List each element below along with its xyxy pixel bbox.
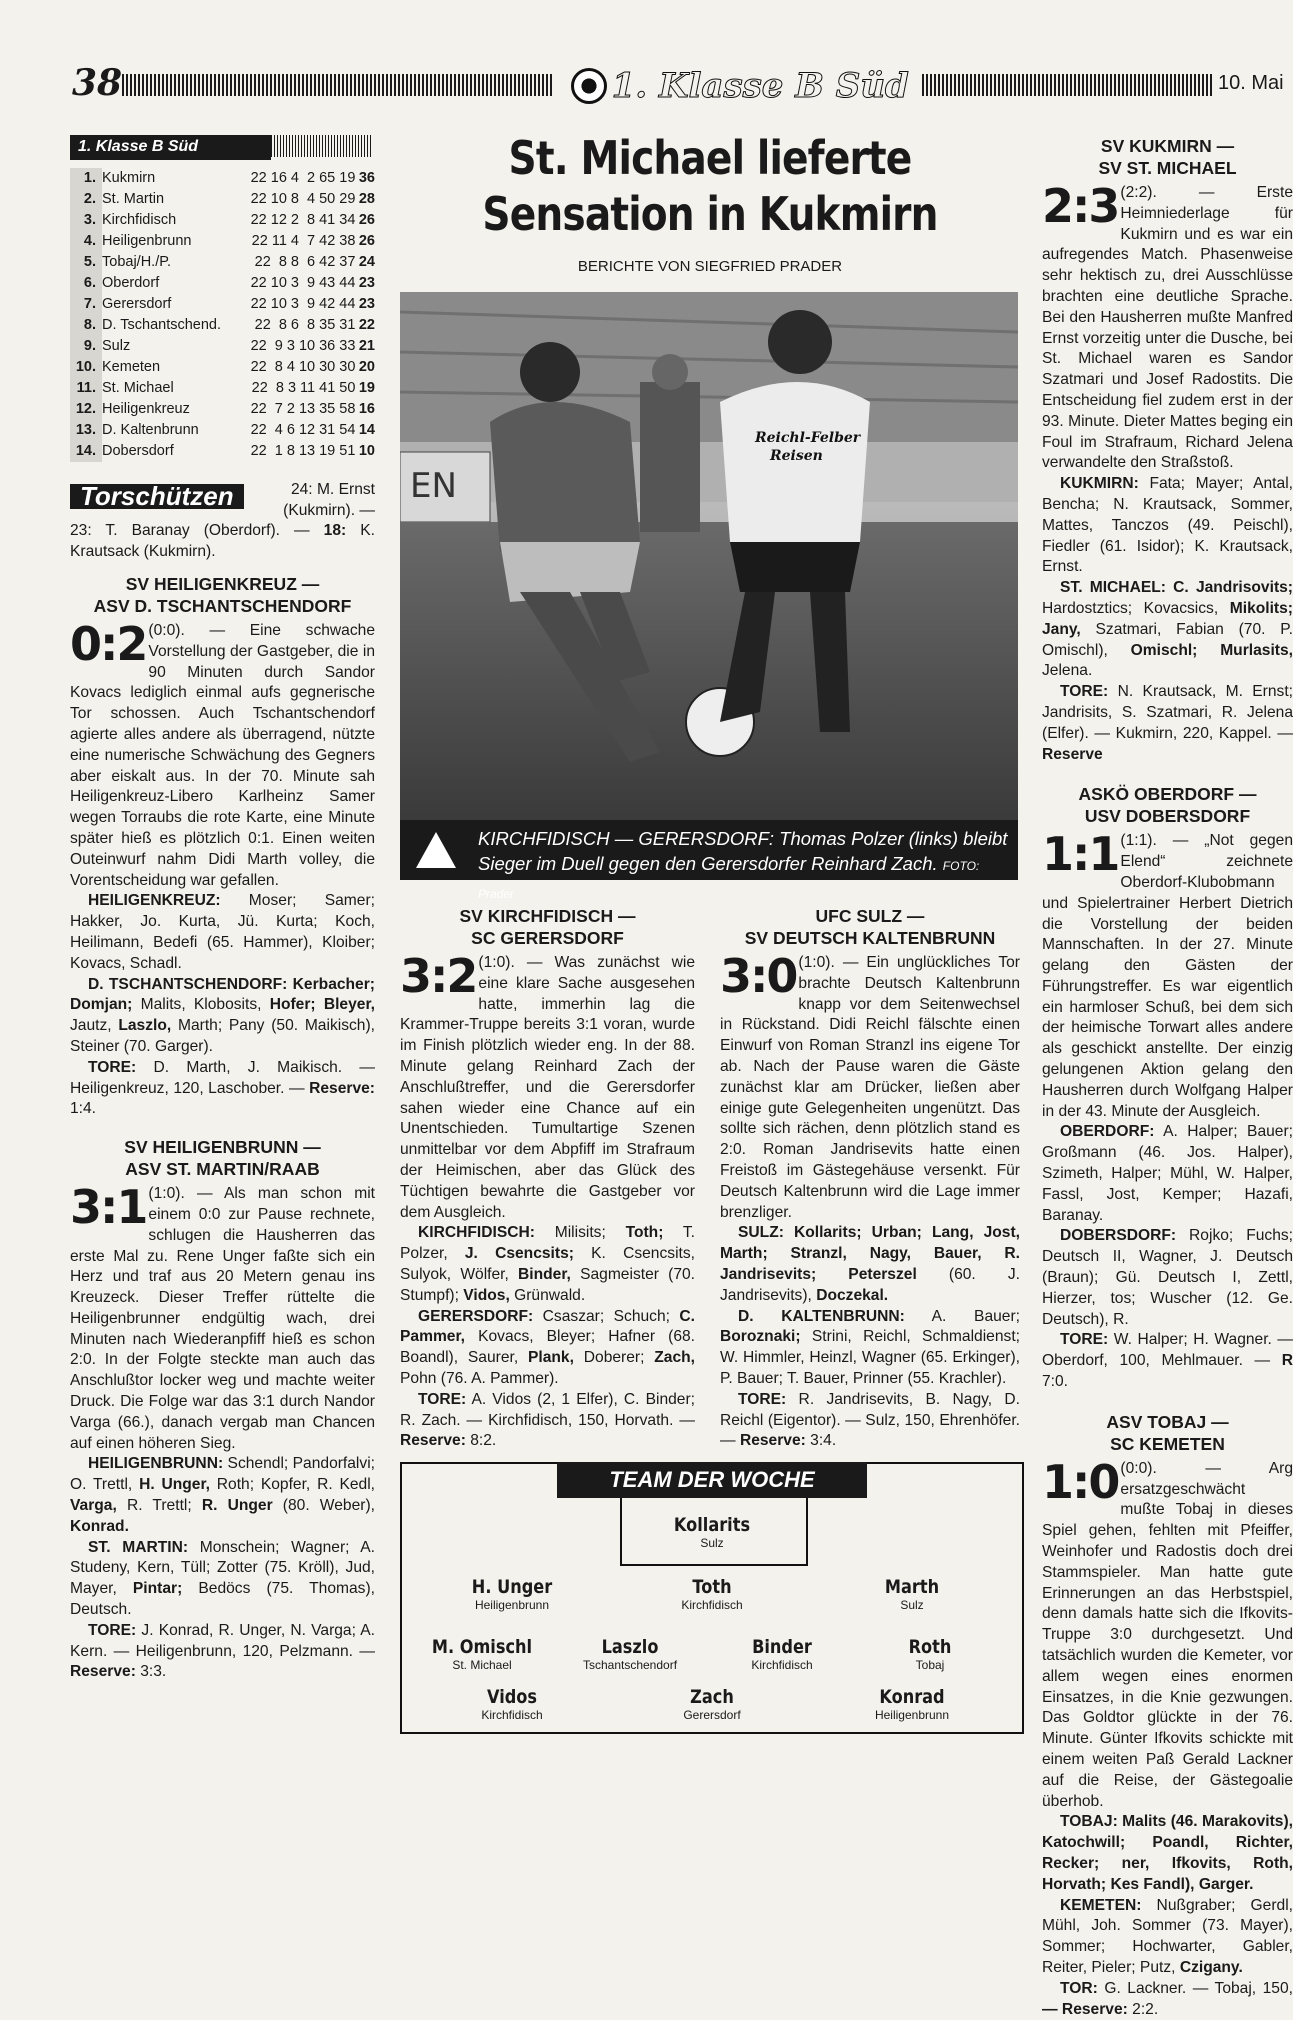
match-kirchfidisch xyxy=(400,905,695,1452)
lineup-text: J. Csencsits; xyxy=(464,1245,574,1263)
standings-points: 16 xyxy=(358,400,375,417)
lineup-label: D. KALTENBRUNN: xyxy=(738,1307,905,1325)
standings-rank: 9. xyxy=(70,336,102,357)
standings-points: 26 xyxy=(358,232,375,249)
standings-row xyxy=(70,357,375,378)
player-club: Heiligenbrunn xyxy=(474,1598,550,1612)
reserve-label: Reserve: xyxy=(400,1432,466,1450)
standings-team: Sulz xyxy=(102,337,131,354)
standings-title-rule xyxy=(271,135,371,157)
match-heiligenbrunn xyxy=(70,1136,375,1683)
lineup-text: Binder, xyxy=(518,1265,571,1283)
reserve-score: 8:2. xyxy=(465,1432,497,1450)
reserve-label: Reserve xyxy=(1042,745,1103,763)
match-kirchfidisch-team-1: SV KIRCHFIDISCH — xyxy=(459,906,636,926)
lineup-text: Fata; Mayer; Antal, Bencha; N. Krautsack, Sommer, Mattes, Tanczos (49. Peischl), Fiedler (61. Isidor); K. Krautsack, Ernst. xyxy=(1042,475,1293,576)
lineup-label: GERERSDORF: xyxy=(418,1307,534,1325)
headline-line-1: St. Michael lieferte xyxy=(508,131,912,185)
standings-team: Kukmirn xyxy=(102,169,156,186)
player-card xyxy=(632,1686,792,1722)
standings-points: 10 xyxy=(358,442,375,459)
match-kirchfidisch-team-2: SC GERERSDORF xyxy=(471,928,624,948)
lineup-text: R. Trettl; xyxy=(116,1497,202,1515)
standings-row xyxy=(70,168,375,189)
match-heiligenkreuz-report: (0:0). — Eine schwache Vorstellung der Gastgeber, die in 90 Minuten durch Sandor Kovacs lediglich einmal aufs gegnerische Tor schossen. Auch Tschantschendorf agierte alles andere als überragend, nützte eine numerische Schwächung des Gegners aber eiskalt aus. In der 70. Minute sah Heiligenkreuz-Libero Karlheinz Samer wegen Torraubs die rote Karte, eine Minute später hieß es plötzlich 0:1. Einen weiten Outeinwurf nahm Didi Marth volley, die Vorentscheidung war gefallen. xyxy=(70,621,375,889)
standings-stats: 22 10 3 9 43 44 xyxy=(250,274,356,291)
standings-stats: 22 11 4 7 42 38 xyxy=(251,232,356,249)
standings-stats: 22 4 6 12 31 54 xyxy=(250,421,356,438)
standings-stats: 22 1 8 13 19 51 xyxy=(250,442,356,459)
standings-team: Dobersdorf xyxy=(102,442,174,459)
player-club: Sulz xyxy=(900,1598,924,1612)
match-oberdorf-team-1: ASKÖ OBERDORF — xyxy=(1078,784,1257,805)
match-heiligenkreuz-team-1: SV HEILIGENKREUZ — xyxy=(125,573,320,594)
match-oberdorf xyxy=(1042,783,1293,1393)
lineup-text: Doczekal. xyxy=(816,1286,889,1304)
lineup-text: Doberer; xyxy=(573,1349,655,1367)
match-kirchfidisch-score: 3:2 xyxy=(400,949,477,1003)
standings-team: St. Michael xyxy=(102,379,174,396)
scorers-text-3: K. Krautsack (Kukmirn). xyxy=(70,522,375,561)
player-card xyxy=(550,1636,710,1672)
lineup-text: Vidos, xyxy=(463,1286,510,1304)
lineup-text: (80. Weber), xyxy=(272,1497,375,1515)
standings-rank: 6. xyxy=(70,273,102,294)
standings-rank: 4. xyxy=(70,231,102,252)
standings-stats: 22 8 8 6 42 37 xyxy=(254,253,356,270)
standings-points: 20 xyxy=(358,358,375,375)
scorers-text-2: 23: T. Baranay (Oberdorf). — xyxy=(70,522,324,540)
standings-points: 22 xyxy=(358,316,375,333)
player-club: Tobaj xyxy=(915,1658,945,1672)
standings-points: 23 xyxy=(358,295,375,312)
player-card xyxy=(832,1686,992,1722)
caption-text: KIRCHFIDISCH — GERERSDORF: Thomas Polzer (links) bleibt Sieger im Duell gegen den Gerersdorfer Reinhard Zach. xyxy=(478,828,1008,874)
scorers-label: Torschützen xyxy=(70,484,244,509)
player-name: M. Omischl xyxy=(431,1636,533,1658)
standings-row xyxy=(70,273,375,294)
player-name: Toth xyxy=(692,1576,732,1598)
lineup-text: Schendl; Pandorfalvi; O. Trettl, xyxy=(70,1455,375,1494)
match-tobaj xyxy=(1042,1411,1293,2020)
match-sulz-score: 3:0 xyxy=(720,949,797,1003)
headline xyxy=(447,130,974,242)
lineup-label: HEILIGENKREUZ: xyxy=(88,892,221,910)
standings-row xyxy=(70,231,375,252)
standings-rank: 7. xyxy=(70,294,102,315)
match-tobaj-team-2: SC KEMETEN xyxy=(1110,1433,1225,1454)
standings-team: Kemeten xyxy=(102,358,161,375)
lineup-label: DOBERSDORF: xyxy=(1060,1227,1177,1245)
match-heiligenbrunn-report: (1:0). — Als man schon mit einem 0:0 zur Pause rechnete, schlugen die Hausherren das erste Mal zu. Rene Unger faßte sich ein Herz und traf aus 20 Metern genau ins Kreuzeck. Dieser Treffer rüttelte die Heiligenbrunner endgültig wach, drei Minuten nach Wiederanpfiff hieß es schon 2:0. In der Folgte steckte man auch das Anschlußtor locker weg und machte weiter Druck. Die Folge war das 3:1 durch Nandor Varga (66.), danach vergab man Chancen auf einen höheren Sieg. xyxy=(70,1185,375,1452)
match-oberdorf-report: (1:1). — „Not gegen Elend“ zeichnete Oberdorf-Klubobmann und Spielertrainer Herbert Dietrich die Vorstellung der beiden Mannschaften. In der 27. Minute gelang den Gästen der Führungstreffer. Es war eigentlich ein harmloser Schuß, bei dem sich der heimische Torwart alles andere als geschickt anstellte. Der einzig gelungenen Aktion gelang den Hausherren durch Wolfgang Halper in der 43. Minute der Ausgleich. xyxy=(1042,832,1293,1120)
standings-stats: 22 7 2 13 35 58 xyxy=(250,400,356,417)
reserve-score: 1:4. xyxy=(70,1100,97,1118)
standings-row xyxy=(70,210,375,231)
lineup-text: Boroznaki; xyxy=(720,1328,801,1346)
reserve-score: 2:2. xyxy=(1127,2000,1159,2018)
goals-text: N. Krautsack, M. Ernst; Jandrisits, S. Szatmari, R. Jelena (Elfer). — Kukmirn, 220, Kappel. — xyxy=(1042,683,1293,742)
team-der-woche xyxy=(400,1462,1024,1734)
goals-label: TOR: xyxy=(1060,1979,1098,1997)
player-club: Tschantschendorf xyxy=(582,1658,678,1672)
player-name: H. Unger xyxy=(471,1576,553,1598)
player-card xyxy=(832,1576,992,1612)
player-club: St. Michael xyxy=(452,1658,512,1672)
lineup-label: D. TSCHANTSCHENDORF: Kerbacher; Domjan; xyxy=(70,975,375,1014)
match-kirchfidisch-report: (1:0). — Was zunächst wie eine klare Sache ausgesehen hatte, immerhin lag die Krammer-Truppe bereits 3:1 voran, wurde im Finish plötzlich wieder eng. In der 88. Minute gelang Reinhard Zach der Anschlußtreffer, und die Gerersdorfer sahen wieder eine Chance auf ein Unentschieden. Tumultartige Szenen unmittelbar vor dem Abpfiff im Strafraum der Heimischen, aber das Glück des Tüchtigen bewahrte die Gastgeber vor dem Ausgleich. xyxy=(400,954,695,1221)
match-kukmirn-team-2: SV ST. MICHAEL xyxy=(1098,158,1237,178)
lineup-text: H. Unger, xyxy=(139,1476,210,1494)
player-name: Zach xyxy=(690,1686,734,1708)
player-club: Kirchfidisch xyxy=(681,1598,743,1612)
player-name: Marth xyxy=(884,1576,940,1598)
header-rule-left xyxy=(122,74,554,96)
standings-points: 24 xyxy=(358,253,375,270)
match-kukmirn xyxy=(1042,135,1293,765)
standings-rank: 8. xyxy=(70,315,102,336)
standings-block xyxy=(70,135,375,462)
lineup-text: Varga, xyxy=(70,1497,117,1515)
standings-row xyxy=(70,252,375,273)
lineup-text: Csaszar; Schuch; xyxy=(533,1307,680,1325)
lineup-text: Roth; Kopfer, R. Kedl, xyxy=(209,1476,376,1494)
match-kukmirn-score: 2:3 xyxy=(1042,179,1119,233)
lineup-label: TOBAJ: Malits (46. Marakovits), Katochwill; Poandl, Richter, Recker; ner, Ifkovits, Roth, Horvath; Kes Fandl), Garger. xyxy=(1042,1813,1293,1893)
photo-illustration xyxy=(400,292,1018,822)
lineup-text: T. Polzer, xyxy=(400,1224,695,1263)
lineup-text: Plank, xyxy=(528,1349,574,1367)
match-oberdorf-team-2: USV DOBERSDORF xyxy=(1084,806,1251,827)
standings-row xyxy=(70,189,375,210)
issue-date: 10. Mai xyxy=(1218,72,1284,94)
standings-rank: 3. xyxy=(70,210,102,231)
lineup-text: Strini, Reichl, Schmaldienst; W. Himmler, Heinzl, Wagner (65. Erkinger), P. Bauer; T. Bauer, Prinner (55. Krachler). xyxy=(720,1328,1020,1387)
player-card xyxy=(432,1576,592,1612)
standings-stats: 22 8 3 11 41 50 xyxy=(251,379,356,396)
lineup-label: OBERDORF: xyxy=(1060,1123,1155,1141)
player-club: Sulz xyxy=(700,1536,724,1550)
lineup-text: Monschein; Wagner; A. Studeny, Kern, Tüll; Zotter (75. Kröll), Jud, Mayer, xyxy=(70,1538,376,1598)
lineup-text: Omischl; Murlasits, xyxy=(1130,641,1293,659)
match-heiligenbrunn-team-2: ASV ST. MARTIN/RAAB xyxy=(125,1159,320,1180)
left-column xyxy=(70,135,375,1683)
match-heiligenkreuz-score: 0:2 xyxy=(70,616,147,671)
match-heiligenbrunn-score: 3:1 xyxy=(70,1180,147,1235)
lineup-text: (60. J. Jandrisevits), xyxy=(720,1265,1020,1304)
standings-rank: 11. xyxy=(70,378,102,399)
standings-row xyxy=(70,378,375,399)
lineup-label: SULZ: Kollarits; Urban; Lang, Jost, Marth; Stranzl, Nagy, Bauer, R. Jandrisevits; Peterszel xyxy=(720,1224,1020,1283)
standings-table xyxy=(70,168,375,462)
standings-rank: 10. xyxy=(70,357,102,378)
photo-credit: FOTO: Prader xyxy=(478,859,980,901)
standings-team: Gerersdorf xyxy=(102,295,172,312)
lineup-label: ST. MICHAEL: C. Jandrisovits; xyxy=(1060,579,1293,597)
standings-team: Oberdorf xyxy=(102,274,160,291)
match-sulz xyxy=(720,905,1020,1452)
byline: BERICHTE VON SIEGFRIED PRADER xyxy=(577,258,843,275)
standings-row xyxy=(70,441,375,462)
player-name: Vidos xyxy=(486,1686,538,1708)
lineup-text: Milisits; xyxy=(534,1224,626,1242)
standings-points: 23 xyxy=(358,274,375,291)
standings-team: D. Tschantschend. xyxy=(102,316,222,333)
lineup-text: Grünwald. xyxy=(509,1286,586,1304)
standings-team: Heiligenkreuz xyxy=(102,400,190,417)
page-number: 38 xyxy=(72,62,123,104)
player-name: Binder xyxy=(752,1636,812,1658)
match-sulz-report: (1:0). — Ein unglückliches Tor brachte Deutsch Kaltenbrunn knapp vor dem Seitenwechsel in Rückstand. Didi Reichl fälschte einen Einwurf von Roman Stranzl ins eigene Tor ab. Nach der Pause waren die Gäste zunächst klar am Drücker, ließen aber einige gute Gelegenheiten ungenützt. Das sollte sich rächen, denn plötzlich stand es 2:0. Roman Jandrisevits hatte einen Freistoß im Gästegehäuse versenkt. Für Deutsch Kaltenbrunn wird die Lage immer brenzliger. xyxy=(720,954,1020,1221)
headline-line-2: Sensation in Kukmirn xyxy=(482,187,938,241)
header-rule-right xyxy=(922,74,1212,96)
standings-points: 14 xyxy=(358,421,375,438)
player-card xyxy=(632,1576,792,1612)
standings-team: D. Kaltenbrunn xyxy=(102,421,199,438)
goals-text: G. Lackner. — Tobaj, 150, xyxy=(1097,1979,1293,1997)
player-name: Roth xyxy=(908,1636,952,1658)
standings-rank: 5. xyxy=(70,252,102,273)
match-kukmirn-report: (2:2). — Erste Heimniederlage für Kukmirn und es war ein aufregendes Match. Phasenweise sehr hektisch zu, drei Ausschlüsse brachten eine deutliche Sprache. Bei den Hausherren mußte Manfred Ernst vorzeitig unter die Dusche, bei St. Michael waren es Sandor Szatmari und Josef Radostits. Die Entscheidung fiel zudem erst in der 93. Minute. Dieter Mattes beging ein Foul im Strafraum, Richard Jelena verwandelte den Straßstoß. xyxy=(1042,184,1293,472)
standings-stats: 22 12 2 8 41 34 xyxy=(250,211,356,228)
lineup-label: KEMETEN: xyxy=(1060,1896,1142,1914)
reserve-label: — Reserve: xyxy=(1042,2000,1128,2018)
standings-points: 19 xyxy=(358,379,375,396)
goals-label: TORE: xyxy=(1060,683,1109,701)
standings-rank: 2. xyxy=(70,189,102,210)
lineup-text: Szatmari, Fabian (70. P. Omischl), xyxy=(1042,620,1293,659)
match-photo xyxy=(400,292,1018,880)
lineup-text: Marth; Pany (50. Maikisch), Steiner (70. Garger). xyxy=(70,1017,375,1055)
match-heiligenbrunn-team-1: SV HEILIGENBRUNN — xyxy=(124,1137,321,1158)
lineup-text: Pohn (76. A. Pammer). xyxy=(400,1369,559,1387)
standings-rank: 1. xyxy=(70,168,102,189)
lineup-label: KIRCHFIDISCH: xyxy=(418,1224,535,1242)
reserve-score: 3:4. xyxy=(805,1432,837,1450)
goals-text: R. Jandrisevits, B. Nagy, D. Reichl (Eigentor). — Sulz, 150, Ehrenhöfer. — xyxy=(720,1390,1020,1450)
match-sulz-team-1: UFC SULZ — xyxy=(815,906,925,926)
scorers-text-1: 24: M. Ernst (Kukmirn). — xyxy=(283,480,375,519)
standings-stats: 22 10 3 9 42 44 xyxy=(250,295,356,312)
match-oberdorf-score: 1:1 xyxy=(1042,827,1119,882)
standings-points: 26 xyxy=(358,211,375,228)
lineup-text: Jelena. xyxy=(1042,662,1093,680)
player-club: Heiligenbrunn xyxy=(874,1708,950,1722)
standings-stats: 22 8 4 10 30 30 xyxy=(250,358,356,375)
lineup-text: Rojko; Fuchs; Deutsch II, Wagner, J. Deutsch (Braun); Gü. Deutsch I, Zettl, Hierzer, tos; Wuscher (12. Ge. Deutsch), R. xyxy=(1042,1227,1293,1328)
reserve-score: 3:3. xyxy=(135,1663,167,1681)
scorers-text-2b: 18: xyxy=(323,522,347,540)
player-card xyxy=(432,1686,592,1722)
player-club: Kirchfidisch xyxy=(751,1658,813,1672)
player-name: Kollarits xyxy=(673,1514,751,1536)
lineup-text: Moser; Samer; Hakker, Jo. Kurta, Jü. Kurta; Koch, Heilimann, Bedefi (65. Hammer), Kloiber; Kovacs, Schadl. xyxy=(70,892,375,972)
standings-row xyxy=(70,420,375,441)
lineup-label: HEILIGENBRUNN: xyxy=(88,1455,224,1473)
jersey-text-2: Reisen xyxy=(770,448,823,464)
standings-points: 36 xyxy=(358,169,375,186)
standings-row xyxy=(70,315,375,336)
player-club: Gerersdorf xyxy=(683,1708,741,1722)
match-tobaj-score: 1:0 xyxy=(1042,1454,1119,1509)
standings-team: St. Martin xyxy=(102,190,165,207)
standings-row xyxy=(70,294,375,315)
match-heiligenkreuz-team-2: ASV D. TSCHANTSCHENDORF xyxy=(93,595,352,616)
match-sulz-team-2: SV DEUTSCH KALTENBRUNN xyxy=(744,928,996,948)
match-heiligenkreuz xyxy=(70,573,375,1120)
lineup-text: Bedöcs (75. Thomas), Deutsch. xyxy=(70,1580,375,1619)
goals-label: TORE: xyxy=(88,1621,137,1639)
reserve-label: Reserve: xyxy=(739,1432,806,1450)
team-der-woche-title: TEAM DER WOCHE xyxy=(557,1462,867,1498)
lineup-text: Sagmeister (70. Stumpf); xyxy=(400,1265,695,1304)
lineup-text: Jautz, xyxy=(70,1017,119,1035)
lineup-text: C. Pammer, xyxy=(400,1307,695,1346)
standings-team: Kirchfidisch xyxy=(102,211,177,228)
reserve-score: 7:0. xyxy=(1042,1373,1069,1391)
standings-team: Tobaj/H./P. xyxy=(102,253,172,270)
standings-rank: 14. xyxy=(70,441,102,462)
lineup-text: Konrad. xyxy=(70,1517,129,1535)
lineup-text: Zach, xyxy=(654,1349,695,1367)
standings-points: 28 xyxy=(358,190,375,207)
match-tobaj-report: (0:0). — Arg ersatzgeschwächt mußte Tobaj in dieses Spiel gehen, fehlten mit Pfeiffer, Weinhofer und Radostis doch drei Stammspieler. Man hatte gute Erinnerungen an das Herbstspiel, denn damals hatte sich die Ifkovits-Truppe 3:0 durchgesetzt. Und tatsächlich wurden die Kemeter, vor allem wegen eines enormen Einsatzes, in die Knie gezwungen. Das Goldtor glückte in der 76. Minute. Günter Ifkovits schickte mit einem weiten Paß Gerald Lackner auf die Reise, der Gästegoalie überhob. xyxy=(1042,1459,1293,1810)
lineup-text: Mikolits; Jany, xyxy=(1042,599,1293,638)
lineup-text: Hardostztics; Kovacsics, xyxy=(1042,599,1230,617)
lineup-text: Toth; xyxy=(625,1224,664,1242)
goals-label: TORE: xyxy=(738,1390,787,1408)
scorers-block xyxy=(70,480,375,563)
standings-rank: 13. xyxy=(70,420,102,441)
reserve-label: Reserve: xyxy=(70,1663,136,1681)
match-tobaj-team-1: ASV TOBAJ — xyxy=(1106,1411,1229,1432)
player-card xyxy=(632,1514,792,1550)
lineup-label: ST. MARTIN: xyxy=(88,1538,189,1556)
lineup-text: A. Halper; Bauer; Großmann (46. Jos. Halper), Szimeth, Halper; Mühl, W. Halper, Fassl, Jost, Kemper; Hazafi, Baranay. xyxy=(1042,1123,1293,1224)
football-icon xyxy=(571,68,607,104)
lineup-text: A. Bauer; xyxy=(904,1307,1020,1325)
standings-stats: 22 16 4 2 65 19 xyxy=(250,169,356,186)
standings-stats: 22 9 3 10 36 33 xyxy=(250,337,356,354)
lineup-text: Nußgraber; Gerdl, Mühl, Joh. Sommer (73. Mayer), Sommer; Hochwarter, Gabler, Reiter, Pieler; Putz, xyxy=(1042,1896,1293,1976)
lineup-text: R. Unger xyxy=(201,1497,273,1515)
lineup-label: KUKMIRN: xyxy=(1060,475,1139,493)
jersey-text-1: Reichl-Felber xyxy=(755,430,861,446)
lineup-text: Kovacs, Bleyer; Hafner (68. Boandl), Saurer, xyxy=(400,1328,695,1367)
photo-caption xyxy=(400,820,1018,901)
player-name: Laszlo xyxy=(601,1636,659,1658)
goals-text: J. Konrad, R. Unger, N. Varga; A. Kern. — Heiligenbrunn, 120, Pelzmann. — xyxy=(70,1621,375,1660)
lineup-text: K. Csencsits, Sulyok, Wölfer, xyxy=(400,1245,695,1283)
standings-row xyxy=(70,336,375,357)
lineup-text: Czigany. xyxy=(1179,1958,1243,1976)
match-kukmirn-team-1: SV KUKMIRN — xyxy=(1100,136,1235,156)
goals-text: D. Marth, J. Maikisch. — Heiligenkreuz, 120, Laschober. — xyxy=(70,1058,375,1097)
reserve-label: R xyxy=(1281,1352,1293,1370)
caption-triangle-icon xyxy=(416,832,456,868)
standings-team: Heiligenbrunn xyxy=(102,232,192,249)
standings-stats: 22 8 6 8 35 31 xyxy=(254,316,356,333)
player-name: Konrad xyxy=(879,1686,945,1708)
right-column xyxy=(1042,135,1293,2020)
goals-text: W. Halper; H. Wagner. — Oberdorf, 100, Mehlmauer. — xyxy=(1042,1331,1293,1370)
player-card xyxy=(402,1636,562,1672)
player-card xyxy=(850,1636,1010,1672)
lineup-text: Pintar; xyxy=(132,1580,183,1598)
lineup-text: Hofer; Bleyer, xyxy=(269,996,375,1014)
standings-points: 21 xyxy=(358,337,375,354)
goals-label: TORE: xyxy=(1060,1331,1109,1349)
player-card xyxy=(702,1636,862,1672)
reserve-label: Reserve: xyxy=(309,1079,375,1097)
standings-stats: 22 10 8 4 50 29 xyxy=(250,190,356,207)
section-title: 1. Klasse B Süd xyxy=(560,66,920,106)
goals-label: TORE: xyxy=(88,1058,137,1076)
lineup-text: Malits, Klobosits, xyxy=(132,996,270,1014)
goals-text: A. Vidos (2, 1 Elfer), C. Binder; R. Zach. — Kirchfidisch, 150, Horvath. — xyxy=(400,1390,695,1429)
standings-rank: 12. xyxy=(70,399,102,420)
lineup-text: Laszlo, xyxy=(118,1017,172,1035)
banner-text: EN xyxy=(410,466,457,506)
player-club: Kirchfidisch xyxy=(481,1708,543,1722)
standings-title: 1. Klasse B Süd xyxy=(70,135,271,160)
goals-label: TORE: xyxy=(418,1390,467,1408)
standings-row xyxy=(70,399,375,420)
